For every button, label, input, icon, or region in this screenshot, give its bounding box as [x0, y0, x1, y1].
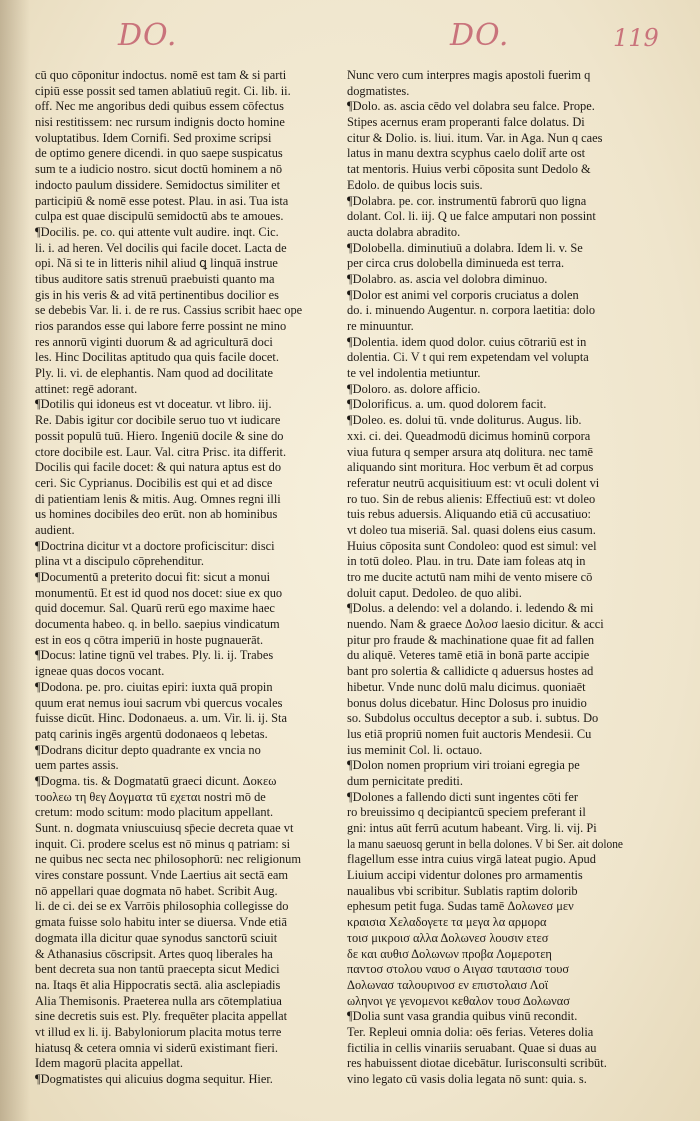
text-line: us homines docibiles deo erūt. non ab hominibus	[35, 507, 278, 522]
text-line: dolentia. Ci. V t qui rem expetendam vel volupta	[347, 350, 589, 365]
text-line: τοολεω τη θεγ Δογματα τū εχεται nostri mō de	[35, 789, 266, 804]
text-line: ¶Dolor est animi vel corporis cruciatus a dolen	[347, 287, 579, 302]
text-line: ¶Docus: latine tignū vel trabes. Ply. li. ij. Trabes	[35, 648, 274, 663]
text-line: rios parandos esse qui labore ferre possint ne mino	[35, 319, 287, 333]
text-line: viua futura q semper arsura atq dolitura. nec tamē	[347, 444, 593, 459]
text-line: res annorū viginti duorum & ad agriculturā doci	[35, 334, 273, 349]
running-head-left: DO.	[118, 18, 178, 53]
text-line: participiū & nomē esse potest. Plau. in asi. Tua ista	[35, 193, 289, 208]
text-line: uem partes assis.	[35, 758, 119, 773]
text-line: tro me ducite actutū nam mihi de vento misere cō	[347, 570, 593, 584]
text-line: ¶Dodrans dicitur depto quadrante ex vncia no	[35, 742, 261, 757]
text-line: off. Nec me angoribus dedi quibus essem cōfectus	[35, 99, 284, 114]
text-line: ¶Dotilis qui idoneus est vt doceatur. vt libro. iij.	[35, 397, 272, 412]
text-line: dogmata illa dicitur quae synodus sanctorū sciuit	[35, 930, 278, 945]
text-line: xxi. ci. dei. Queadmodū dicimus hominū corpora	[347, 428, 591, 443]
text-line: du aliquē. Veteres tamē etiā in bonā parte accipie	[347, 648, 590, 663]
text-line: pitur pro fraude & machinatione quae fit ad fallen	[347, 632, 595, 647]
text-line: ¶Dolentia. idem quod dolor. cuius cōtrariū est in	[347, 334, 587, 349]
text-line: Sunt. n. dogmata vniuscuiusq sp̄ecie decreta quae vt	[35, 821, 294, 835]
text-line: ¶Doctrina dicitur vt a doctore proficiscitur: disci	[35, 538, 275, 553]
text-line: aliquando sint moritura. Hoc verbum ēt ad corpus	[347, 460, 594, 475]
text-line: la manu saeuosq gerunt in bella dolones. V bi Ser. ait dolone	[347, 836, 623, 851]
text-line: ¶Docilis. pe. co. qui attente vult audire. inqt. Cic.	[35, 224, 279, 239]
text-line: ¶Doleo. es. dolui tū. vnde doliturus. Augus. lib.	[347, 413, 582, 428]
text-line: latus in manu dextra scyphus caelo dolit̄ arte ost	[347, 146, 586, 161]
text-line: gis in his veris & ad vitā pertinentibus docilior es	[35, 287, 279, 302]
text-line: res habuissent diotae dicebātur. Iurisconsulti scribūt.	[347, 1056, 607, 1071]
text-line: audient.	[35, 522, 75, 537]
text-line: bent decreta sua non tantū praecepta sicut Medici	[35, 962, 280, 977]
text-line: bonus dolus dicebatur. Hinc Dolosus pro inuidio	[347, 695, 587, 710]
text-line: Idem magorū placita appellat.	[35, 1056, 183, 1071]
text-line: Huius cōposita sunt Condoleo: quod est simul: vel	[347, 538, 597, 553]
text-line: ro breuissimo q decipiantcū speciem preferant il	[347, 805, 586, 820]
text-line: ¶Documentū a preterito docui fit: sicut a monui	[35, 570, 271, 584]
text-line: les. Hinc Docilitas aptitudo qua quis facile docet.	[35, 350, 279, 365]
text-line: referatur neutrū acquisitiuum est: vt oculi dolent vi	[347, 475, 600, 490]
text-line: quid docemur. Sal. Quarū rerū ego maxime haec	[35, 601, 275, 616]
text-line: ¶Dodona. pe. pro. ciuitas epiri: iuxta quā propin	[35, 679, 273, 694]
text-line: naualibus vbi scribitur. Sublatis raptim dolorib	[347, 883, 578, 898]
text-line: flagellum esse intra cuius virgā lateat pugio. Apud	[347, 852, 596, 867]
text-line: Stipes acernus eram properanti falce dolatus. Di	[347, 115, 585, 130]
text-line: gmata fuisse solo habitu inter se diuersa. Vnde etiā	[35, 915, 287, 930]
text-line: opi. Nā si te in litteris nihil aliud ꝗ linquā instrue	[35, 256, 278, 271]
text-line: ¶Dolon nomen proprium viri troiani egregia pe	[347, 758, 580, 773]
text-line: monumentū. Et est id quod nos docet: siue ex quo	[35, 585, 283, 600]
text-line: Nunc vero cum interpres magis apostoli fuerim q	[347, 68, 591, 82]
text-line: cretum: modo scitum: modo placitum appellant.	[35, 805, 274, 820]
text-line: tat mentoris. Huius verbi cōposita sunt Dedolo &	[347, 162, 591, 177]
text-line: na. Itaqs ēt alia Hippocratis sectā. alia asclepiadis	[35, 977, 281, 992]
text-line: vt doleo tua miseriā. Sal. quasi dolens eius casum.	[347, 522, 596, 537]
text-line: cipiū esse possit sed tamen ablatiuū regit. Ci. lib. ii.	[35, 83, 291, 98]
text-line: Edolo. de quibus locis suis.	[347, 177, 483, 192]
left-text-column	[35, 68, 311, 1108]
text-line: hiatusq & cetera omnia vi siderū existimant fieri.	[35, 1040, 278, 1055]
text-line: ¶Dolabra. pe. cor. instrumentū fabrorū quo ligna	[347, 193, 587, 208]
text-line: documenta habeo. q. in bello. saepius vindicatum	[35, 617, 280, 632]
text-line: ¶Dolones a fallendo dicti sunt ingentes cōti fer	[347, 789, 578, 804]
text-line: ωληνοι γε γενομενοι κεθαλον τουσ Δολωνασ	[347, 993, 570, 1008]
text-line: li. de ci. dei se ex Varrōis philosophia collegisse do	[35, 899, 289, 914]
text-line: nō appellari quae dogmata nō habet. Scribit Aug.	[35, 883, 278, 898]
text-line: igneae quas docos vocant.	[35, 664, 165, 679]
text-line: vino legato cū vasis dolia legata nō sunt: quia. s.	[347, 1072, 587, 1086]
text-line: quum erat nemus ioui sacrum vbi quercus vocales	[35, 695, 283, 710]
text-line: Liuium accipi videntur dolones pro armamentis	[347, 868, 583, 883]
text-line: ceri. Sic Cyprianus. Docibilis est qui et ad disce	[35, 475, 273, 490]
text-line: te vel indolentia metiuntur.	[347, 366, 481, 381]
text-line: bant pro solertia & callidicte q aduersus hostes ad	[347, 664, 594, 679]
text-line: tibus auditore satis strenuū praebuisti quanto ma	[35, 271, 275, 286]
text-line: do. i. minuendo Augentur. n. corpora laetitia: dolo	[347, 303, 596, 318]
text-line: Docilis qui facile docet: & qui natura aptus est do	[35, 460, 282, 475]
text-line: inquit. Ci. prodere scelus est nō minus q patriam: si	[35, 836, 291, 851]
text-line: gni: intus aūt ferrū acutum habeant. Virg. li. vij. Pi	[347, 821, 597, 835]
text-line: ¶Dolobella. diminutiuū a dolabra. Idem li. v. Se	[347, 240, 583, 255]
text-line: nuendo. Nam & graece Δολοσ laesio dicitur. & acci	[347, 617, 604, 632]
text-line: in totū doleo. Plau. in tru. Date iam foleas atq in	[347, 554, 586, 569]
running-head-right: DO.	[450, 18, 510, 53]
text-line: παντοσ στολου ναυσ ο Αιγασ ταυτασισ τουσ	[347, 962, 570, 977]
text-line: Ply. li. vi. de elephantis. Nam quod ad docilitate	[35, 366, 274, 381]
text-line: ¶Dolo. as. ascia cēdo vel dolabra seu falce. Prope.	[347, 99, 595, 114]
text-line: Re. Dabis igitur cor docibile seruo tuo vt iudicare	[35, 413, 281, 428]
text-line: plina vt a discipulo cōprehenditur.	[35, 554, 204, 569]
text-line: ne quibus nec secta nec philosophorū: nec religionum	[35, 852, 301, 867]
text-line: dolant. Col. li. iij. Q ue falce amputari non possint	[347, 209, 596, 224]
text-line: vires constare possunt. Vnde Laertius ait sectā eam	[35, 868, 289, 883]
text-line: est in eos q cōtra imperiū in hoste pugnauerāt.	[35, 632, 264, 647]
text-line: se debebis Var. li. i. de re rus. Cassius scribit haec ope	[35, 303, 303, 318]
text-line: τοισ μικροισ αλλα Δολωνεσ λουσιν ετεσ	[347, 930, 549, 945]
text-line: citur & Dolio. is. liui. itum. Var. in Aga. Nun q caes	[347, 130, 603, 145]
text-line: sum te a iudicio nostro. sicut doctū hominem a nō	[35, 162, 283, 177]
text-line: tuis rebus aduersis. Aliquando etiā cū accusatiuo:	[347, 507, 591, 522]
text-line: & Athanasius cōscripsit. Artes quoq liberales ha	[35, 946, 273, 961]
text-line: ¶Dolia sunt vasa grandia quibus vinū recondit.	[347, 1009, 578, 1024]
text-line: Δολωνασ ταλουρινοσ εν επιστολαισ Λοϊ	[347, 977, 549, 992]
page-gutter-shadow	[0, 0, 30, 1121]
text-line: ¶Dolus. a delendo: vel a dolando. i. ledendo & mi	[347, 601, 594, 616]
text-line: ius meminit Col. li. octauo.	[347, 742, 483, 757]
text-line: ¶Dogma. tis. & Dogmatatū graeci dicunt. Δοκεω	[35, 773, 277, 788]
text-line: ¶Doloro. as. dolore afficio.	[347, 381, 481, 396]
text-line: li. i. ad heren. Vel docilis qui facile docet. Lacta de	[35, 240, 287, 255]
text-line: lus etiā propriū nomen fuit auctoris Mendesii. Cu	[347, 726, 592, 741]
text-line: dogmatistes.	[347, 83, 410, 98]
text-line: ro tuo. Sin de rebus alienis: Effectiuū est: vt doleo	[347, 491, 596, 506]
text-line: attinet: regē adorant.	[35, 381, 138, 396]
text-line: aucta dolabra abradito.	[347, 224, 461, 239]
text-line: cū quo cōponitur indoctus. nomē est tam & si parti	[35, 68, 287, 82]
text-line: δε και αυθισ Δολωνων προβα Λομεροτεη	[347, 946, 552, 961]
text-line: nisi restitissem: nec rursum indignis docto homine	[35, 115, 285, 130]
text-line: so. Subdolus occultus deceptor a sub. i. subtus. Do	[347, 711, 599, 726]
text-line: fuisse dicūt. Hinc. Dodonaeus. a. um. Vir. li. ij. Sta	[35, 711, 287, 726]
text-line: voluptatibus. Idem Cornifi. Sed proxime scripsi	[35, 130, 272, 145]
text-line: sine decretis suis est. Ply. frequēter placita appellat	[35, 1009, 288, 1024]
text-line: re minuuntur.	[347, 319, 414, 333]
text-line: per circa crus dolobella diminueda est terra.	[347, 256, 565, 271]
text-line: ¶Dogmatistes qui alicuius dogma sequitur. Hier.	[35, 1072, 273, 1086]
text-line: vt illud ex li. ij. Babyloniorum placita motus terre	[35, 1024, 282, 1039]
folio-number: 119	[613, 24, 659, 52]
text-line: ¶Dolabro. as. ascia vel dolobra diminuo.	[347, 271, 548, 286]
text-line: possit populū tuū. Hiero. Ingeniū docile & sine do	[35, 428, 284, 443]
text-line: doluit caput. Dedoleo. de quo alibi.	[347, 585, 522, 600]
text-line: indocto paulum dissidere. Semidoctus similiter et	[35, 177, 281, 192]
text-line: fictilia in cellis vinariis seruabant. Quae si duas au	[347, 1040, 597, 1055]
text-line: Alia Themisonis. Praeterea nulla ars cōtemplatiua	[35, 993, 282, 1008]
text-line: ephesum petit fuga. Sudas tamē Δολωνεσ μεν	[347, 899, 574, 914]
text-line: patq carinis ingēs argentū dodonaeos q lebetas.	[35, 726, 268, 741]
text-line: ctore docibile est. Laur. Val. citra Prisc. ita differit.	[35, 444, 287, 459]
text-line: ¶Dolorificus. a. um. quod dolorem facit.	[347, 397, 547, 412]
text-line: κραισια Χελαδογετε τα μεγα λα αρμορα	[347, 915, 547, 930]
text-line: Ter. Repleui omnia dolia: oēs ferias. Veteres dolia	[347, 1024, 594, 1039]
text-line: culpa est quae discipulū semidoctū abs te amoues.	[35, 209, 284, 224]
text-line: de optimo genere dicendi. in quo saepe suspicatus	[35, 146, 283, 161]
text-line: di patientiam lenis & mitis. Aug. Omnes regni illi	[35, 491, 281, 506]
text-line: dum pernicitate prediti.	[347, 773, 463, 788]
text-line: hibetur. Vnde nunc dolū malu dicimus. quoniaēt	[347, 679, 586, 694]
right-text-column	[347, 68, 623, 1108]
